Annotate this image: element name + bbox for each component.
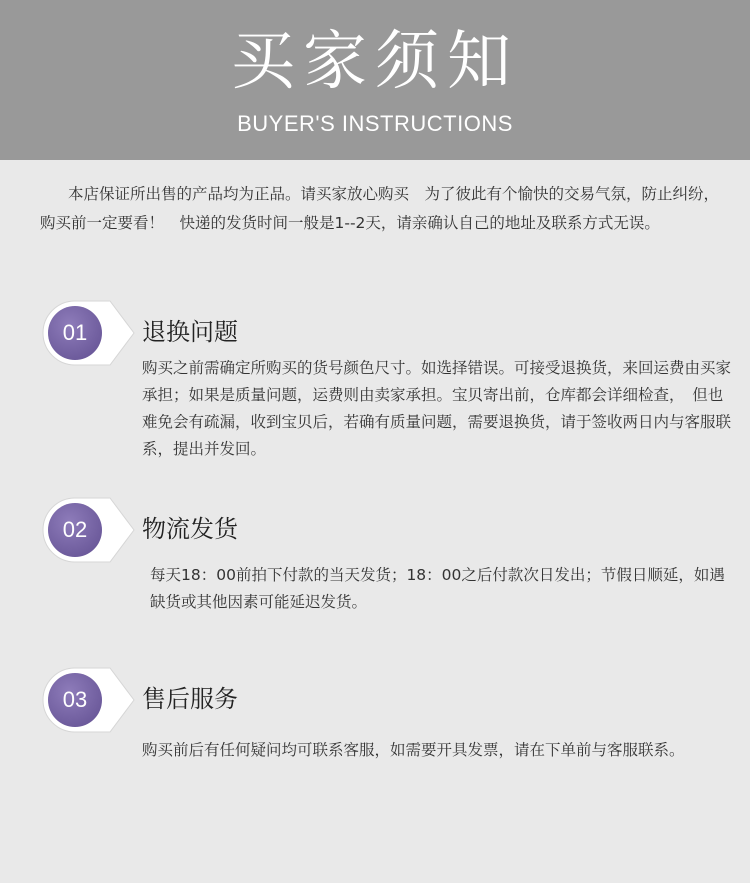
badge-number: 02	[62, 517, 88, 542]
page-title: 买家须知	[231, 25, 519, 99]
section-title: 退换问题	[142, 318, 238, 346]
section-body: 购买前后有任何疑问均可联系客服，如需要开具发票，请在下单前与客服联系。	[142, 741, 685, 759]
section-body: 购买之前需确定所购买的货号颜色尺寸。如选择错误。可接受退换货，来回运费由买家承担；如果是质量问题，运费则由卖家承担。宝贝寄出前，仓库都会详细检查， 但也难免会有疏漏，收到宝贝后，若确有质量问题，需要退换货，请于签收两日内与客服联系，提出并发回。	[142, 359, 732, 458]
intro-text: 本店保证所出售的产品均为正品。请买家放心购买 为了彼此有个愉快的交易气氛，防止纠纷，购买前一定要看！ 快递的发货时间一般是1--2天，请亲确认自己的地址及联系方式无误。	[40, 185, 720, 232]
number-badge	[42, 497, 136, 563]
section-title: 售后服务	[142, 685, 238, 713]
section-title: 物流发货	[142, 515, 238, 543]
page-subtitle: BUYER'S INSTRUCTIONS	[237, 111, 513, 136]
badge-number: 03	[62, 687, 88, 712]
number-badge	[42, 667, 136, 733]
header-banner	[0, 0, 750, 160]
section-body: 每天18：00前拍下付款的当天发货；18：00之后付款次日发出；节假日顺延，如遇缺货或其他因素可能延迟发货。	[150, 566, 725, 611]
number-badge	[42, 300, 136, 366]
badge-number: 01	[62, 320, 88, 345]
